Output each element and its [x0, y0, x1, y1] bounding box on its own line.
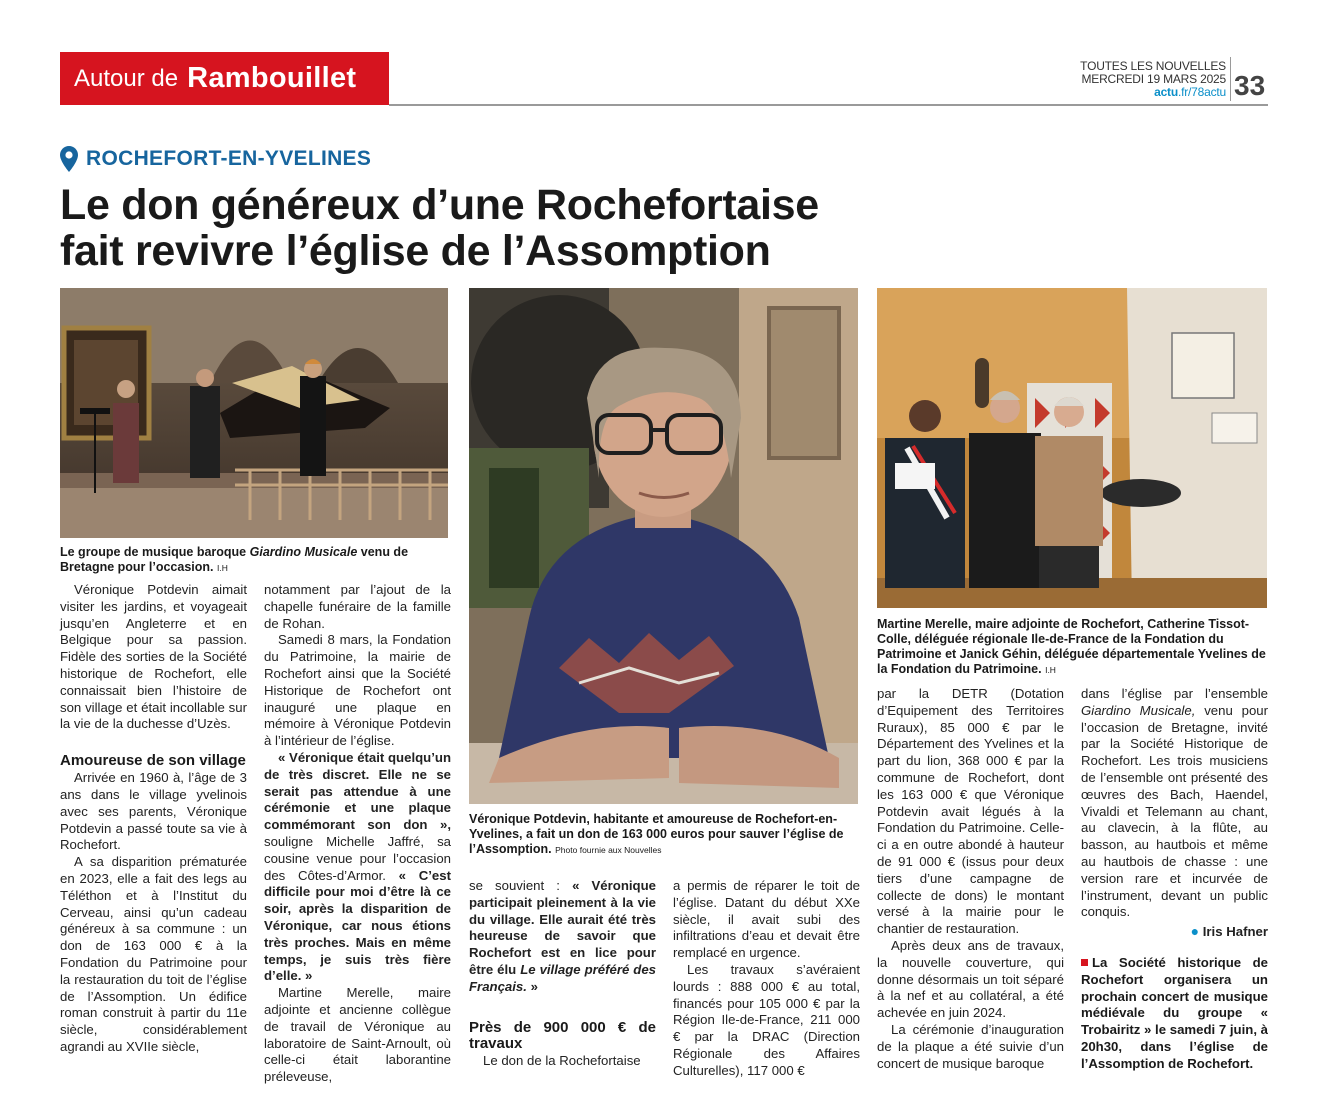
map-pin-icon: [60, 146, 78, 172]
headline-line-1: Le don généreux d’une Rochefortaise: [60, 181, 819, 229]
quote-intro: se souvient :: [469, 878, 560, 893]
caption-3-text: Martine Merelle, maire adjointe de Rochefort, Catherine Tissot-Colle, déléguée régionale Ile-de-France de la Fondation du Patrimoine et Janick Géhin, déléguée départementale Yvelines de la Fondation du Patrimoine.: [877, 617, 1266, 676]
paragraph: Samedi 8 mars, la Fondation du Patrimoine, la mairie de Rochefort ainsi que la Société Historique de Rochefort ont inauguré une plaque en mémoire à Véronique Potdevin à l’intérieur de l’église.: [264, 632, 451, 749]
headline-line-2: fait revivre l’église de l’Assomption: [60, 227, 771, 275]
quote-martine-end: »: [530, 978, 538, 994]
banner-prefix: Autour de: [74, 64, 179, 92]
header-rule: [389, 104, 1268, 106]
quote-michelle-1: « Véronique était quelqu’un de très discret. Elle ne se serait pas attendue à une cérémonie et une plaque commémorant son don »,: [264, 749, 451, 833]
banner-place: Rambouillet: [187, 62, 357, 94]
page-separator: [1230, 57, 1231, 101]
masthead: [1070, 60, 1226, 99]
quote-martine-title: Le village préféré des Français.: [469, 961, 656, 994]
quote-attribution: souligne Michelle Jaffré, sa cousine venue pour l’occasion des Côtes-d’Armor.: [264, 833, 451, 883]
caption-1-text-a: Le groupe de musique baroque: [60, 545, 247, 559]
paragraph: Le don de la Rochefortaise: [483, 1052, 641, 1068]
quote-paragraph: [469, 878, 656, 996]
author-name: Iris Hafner: [1202, 924, 1268, 940]
paragraph: Après deux ans de travaux, la nouvelle couverture, qui donne désormais un toit séparé à la nef et au collatéral, a été achevée en juin 2024.: [877, 937, 1064, 1021]
paragraph: a permis de réparer le toit de l’église. Datant du début XXe siècle, il avait subi des infiltrations d’eau et devait être remplacé en urgence.: [673, 878, 860, 961]
red-square-icon: [1081, 959, 1088, 966]
quote-paragraph: [264, 750, 451, 985]
photo-officials: [877, 288, 1267, 608]
caption-photo-1: [60, 545, 450, 576]
paragraph: La cérémonie d’inauguration de la plaque a été suivie d’un concert de musique baroque: [877, 1021, 1064, 1071]
concert-note: [1081, 955, 1268, 1073]
paper-name: TOUTES LES NOUVELLES: [1080, 59, 1226, 73]
page-number: 33: [1234, 70, 1266, 101]
location-kicker: [60, 146, 371, 172]
author-signature: [1081, 923, 1268, 941]
headline: [60, 182, 960, 274]
location-label: ROCHEFORT-EN-YVELINES: [86, 147, 372, 170]
c6-ensemble: Giardino Musicale,: [1081, 702, 1196, 718]
article-column-1: [60, 582, 247, 1056]
caption-3-credit: I.H: [1045, 665, 1056, 675]
paragraph: A sa disparition prématurée en 2023, elle a fait des legs au Téléthon et à l’Institut du Cerveau, ainsi qu’un cadeau généreux à sa commune : un don de 163 000 € à la Fondation du Patrimoine pour la restauration du toit de l’église de l’Assomption. Un édifice roman construit à partir du 11e siècle, considérablement agrandi au XVIIe siècle,: [60, 854, 247, 1054]
subheading-travaux: Près de 900 000 € de travaux: [469, 1018, 656, 1052]
caption-1-ensemble: Giardino Musicale: [249, 545, 358, 559]
c6-text-a: dans l’église par l’ensemble: [1081, 686, 1268, 701]
concert-note-text: La Société historique de Rochefort organisera un prochain concert de musique médiévale du groupe « Trobairitz » le samedi 7 juin, à 20h30, dans l’église de l’Assomption de Rochefort.: [1081, 954, 1268, 1071]
article-column-3: [469, 878, 656, 1069]
photo-baroque-ensemble: [60, 288, 448, 538]
quote-martine: « Véronique participait pleinement à la vie du village. Elle aurait été très heureuse de savoir que Rochefort est en lice pour être élu: [469, 878, 656, 977]
paragraph: [1081, 686, 1268, 921]
paragraph: Martine Merelle, maire adjointe et ancienne collègue de travail de Véronique au laboratoire de Saint-Arnoult, où celle-ci était laborantine préleveuse,: [264, 985, 451, 1085]
paragraph: Arrivée en 1960 à, l’âge de 3 ans dans le village yvelinois avec ses parents, Véronique Potdevin a passé toute sa vie à Rochefort.: [60, 770, 247, 853]
site-bold: actu: [1154, 85, 1178, 99]
article-column-2: [264, 582, 451, 1086]
paragraph: notamment par l’ajout de la chapelle funéraire de la famille de Rohan.: [264, 582, 451, 631]
article-column-5: [877, 686, 1064, 1072]
section-banner: [60, 52, 389, 105]
article-column-6: [1081, 686, 1268, 1073]
caption-2-credit: Photo fournie aux Nouvelles: [555, 845, 662, 855]
photo-veronique-portrait: [469, 288, 858, 804]
bullet-dot-icon: ●: [1190, 923, 1200, 940]
subheading-amoureuse: Amoureuse de son village: [60, 752, 246, 770]
site-link[interactable]: [1070, 86, 1226, 99]
caption-photo-3: [877, 617, 1269, 678]
paragraph: Les travaux s’avéraient lourds : 888 000 € au total, financés pour 105 000 € par la Région Ile-de-France, 211 000 € par la DRAC (Direction Régionale des Affaires Culturelles), 117 000 €: [673, 961, 860, 1078]
quote-michelle-2: « C’est difficile pour moi d’être là ce soir, après la disparition de Véronique, car nous étions très proches. Mais en même temps, je suis très fière d’elle. »: [264, 867, 451, 984]
caption-1-credit: I.H: [217, 563, 228, 573]
caption-1-text-b: venu de Bretagne pour l’occasion.: [60, 545, 409, 574]
caption-2-text: Véronique Potdevin, habitante et amoureuse de Rochefort-en-Yvelines, a fait un don de 163 000 euros pour sauver l’église de l’Assomption.: [469, 812, 844, 856]
caption-photo-2: [469, 812, 861, 858]
article-column-4: [673, 878, 860, 1080]
c6-text-b: venu pour l’occasion de Bretagne, invité par la Société Historique de Rochefort. Les trois musiciens de l’ensemble ont présenté des œuvres des Bach, Haendel, Vivaldi et Telemann au chant, au clavecin, à la flûte, au basson, au hautbois et même au hautbois de chasse : une version rare et incurvée de l’instrument, devant un public conquis.: [1081, 702, 1269, 920]
paragraph: Véronique Potdevin aimait visiter les jardins, et voyageait jusqu’en Angleterre et en Belgique pour sa passion. Fidèle des sorties de la Société historique de Rochefort, elle connaissait bien l’histoire de son village et était incollable sur la vie de la duchesse d’Uzès.: [60, 582, 247, 732]
paragraph: par la DETR (Dotation d’Equipement des Territoires Ruraux), 85 000 € par le Département des Yvelines et la part du lion, 368 000 € par la commune de Rochefort, dont les 163 000 € que Véronique Potdevin avait légués à la Fondation du Patrimoine. Celle-ci a en outre abondé à hauteur de 91 000 € (issus pour deux tiers d’une campagne de collecte de dons) le montant versé à la mairie pour le chantier de restauration.: [877, 686, 1064, 937]
issue-date: MERCREDI 19 MARS 2025: [1081, 72, 1226, 86]
site-rest: .fr/78actu: [1177, 85, 1226, 99]
